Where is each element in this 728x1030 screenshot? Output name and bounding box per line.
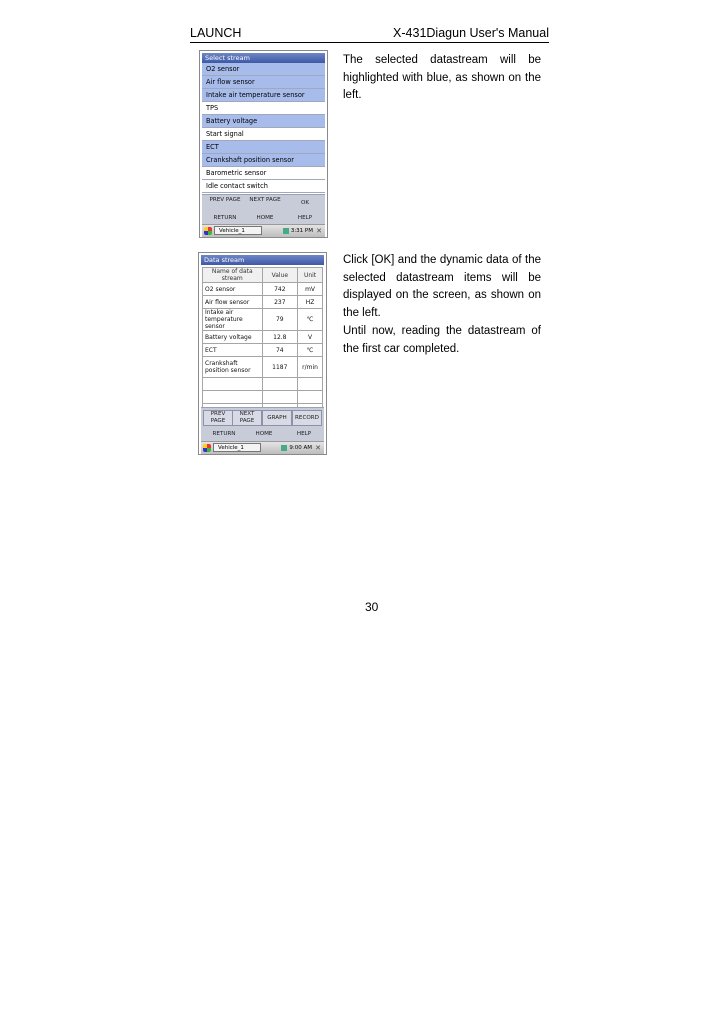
select-stream-screenshot: [199, 50, 328, 238]
home-button[interactable]: HOME: [256, 215, 274, 221]
empty-table-row: [203, 391, 323, 404]
empty-cell: [203, 391, 263, 404]
taskbar-time: 9:00 AM: [289, 445, 312, 451]
stream-name-cell: Air flow sensor: [203, 296, 263, 309]
stream-value-cell: 74: [262, 344, 298, 357]
stream-list-item[interactable]: Barometric sensor: [202, 167, 325, 180]
taskbar: [201, 441, 324, 454]
stream-list-item[interactable]: ECT: [202, 141, 325, 154]
stream-name-cell: Crankshaft position sensor: [203, 357, 263, 378]
stream-value-cell: 1187: [262, 357, 298, 378]
data-stream-title: Data stream: [201, 255, 324, 265]
stream-unit-cell: r/min: [298, 357, 323, 378]
stream-name-cell: ECT: [203, 344, 263, 357]
table-row: [203, 357, 323, 378]
header-left: LAUNCH: [190, 26, 242, 40]
stream-value-cell: 237: [262, 296, 298, 309]
stream-name-cell: O2 sensor: [203, 283, 263, 296]
taskbar: [202, 224, 325, 237]
stream-unit-cell: mV: [298, 283, 323, 296]
page-number: 30: [365, 600, 379, 614]
taskbar-tray: [281, 444, 312, 452]
paragraph-completed-note: Until now, reading the datastream of the first car completed.: [343, 325, 541, 355]
taskbar-task[interactable]: Vehicle_1: [213, 443, 261, 452]
return-button[interactable]: RETURN: [213, 215, 237, 221]
stream-unit-cell: HZ: [298, 296, 323, 309]
stream-list-item[interactable]: Air flow sensor: [202, 76, 325, 89]
table-row: [203, 296, 323, 309]
stream-unit-cell: V: [298, 331, 323, 344]
stream-list: [202, 63, 325, 193]
table-row: [203, 331, 323, 344]
header-right: X-431Diagun User's Manual: [393, 26, 549, 40]
page-header: [190, 26, 549, 43]
return-button[interactable]: RETURN: [212, 431, 236, 437]
column-header: Value: [262, 268, 298, 283]
taskbar-task[interactable]: Vehicle_1: [214, 226, 262, 235]
stream-name-cell: Intake air temperature sensor: [203, 309, 263, 331]
stream-name-cell: Battery voltage: [203, 331, 263, 344]
paragraph-ok-note: Click [OK] and the dynamic data of the selected datastream items will be displayed on the screen, as shown on the left.: [343, 254, 541, 319]
stream-list-item[interactable]: TPS: [202, 102, 325, 115]
stream-value-cell: 79: [262, 309, 298, 331]
empty-cell: [298, 391, 323, 404]
data-stream-buttons: [201, 407, 324, 443]
help-button[interactable]: HELP: [296, 431, 312, 437]
prev-page-button[interactable]: PREV PAGE: [203, 410, 233, 426]
start-icon[interactable]: [204, 227, 212, 235]
empty-cell: [262, 378, 298, 391]
column-header: Unit: [298, 268, 323, 283]
stream-value-cell: 12.8: [262, 331, 298, 344]
start-icon[interactable]: [203, 444, 211, 452]
record-button[interactable]: RECORD: [292, 410, 322, 426]
network-icon: [283, 228, 289, 234]
empty-cell: [203, 378, 263, 391]
next-page-button[interactable]: NEXT PAGE: [249, 197, 281, 203]
ok-button[interactable]: OK: [300, 200, 310, 206]
empty-table-row: [203, 378, 323, 391]
select-stream-title: Select stream: [202, 53, 325, 63]
home-button[interactable]: HOME: [255, 431, 273, 437]
stream-list-item[interactable]: Battery voltage: [202, 115, 325, 128]
close-icon[interactable]: ✕: [315, 444, 321, 452]
empty-cell: [298, 378, 323, 391]
table-row: [203, 344, 323, 357]
prev-page-button[interactable]: PREV PAGE: [209, 197, 241, 203]
stream-list-item[interactable]: Start signal: [202, 128, 325, 141]
taskbar-tray: [283, 227, 313, 235]
graph-button[interactable]: GRAPH: [262, 410, 292, 426]
empty-cell: [262, 391, 298, 404]
stream-list-item[interactable]: Idle contact switch: [202, 180, 325, 193]
stream-list-item[interactable]: O2 sensor: [202, 63, 325, 76]
stream-unit-cell: ℃: [298, 344, 323, 357]
network-icon: [281, 445, 287, 451]
stream-list-item[interactable]: Intake air temperature sensor: [202, 89, 325, 102]
table-row: [203, 309, 323, 331]
paragraph-highlight-note: The selected datastream will be highlighted with blue, as shown on the left.: [343, 54, 541, 101]
taskbar-time: 3:31 PM: [290, 228, 313, 234]
next-page-button[interactable]: NEXT PAGE: [232, 410, 262, 426]
data-stream-screenshot: [198, 252, 327, 455]
help-button[interactable]: HELP: [297, 215, 313, 221]
stream-value-cell: 742: [262, 283, 298, 296]
close-icon[interactable]: ✕: [316, 227, 322, 235]
select-stream-buttons: [202, 194, 325, 225]
stream-list-item[interactable]: Crankshaft position sensor: [202, 154, 325, 167]
column-header: Name of data stream: [203, 268, 263, 283]
data-stream-table: [202, 267, 323, 430]
stream-unit-cell: ℃: [298, 309, 323, 331]
table-row: [203, 283, 323, 296]
